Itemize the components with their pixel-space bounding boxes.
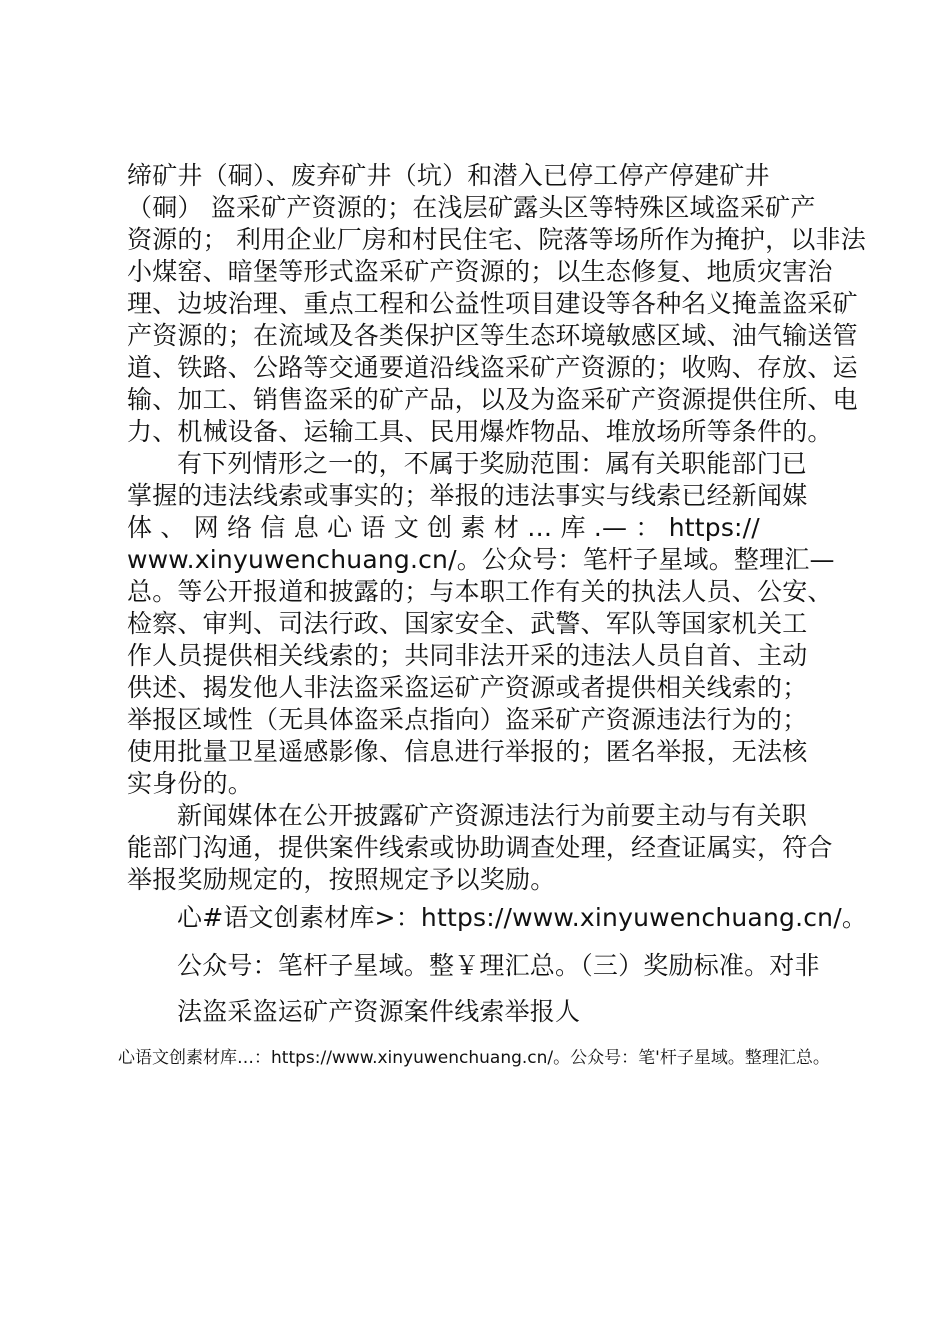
paragraph-first-line: 新闻媒体在公开披露矿产资源违法行为前要主动与有关职 [177, 801, 808, 830]
page-footer: 心语文创素材库…：https://www.xinyuwenchuang.cn/。公众号：笔'杆子星域。整理汇总。 [118, 1048, 830, 1068]
text-line: 使用批量卫星遥感影像、信息进行举报的；匿名举报，无法核 [127, 737, 808, 766]
text-line: 缔矿井（硐）、废弃矿井（坑）和潜入已停工停产停建矿井 [127, 161, 770, 190]
text-line: 道、铁路、公路等交通要道沿线盗采矿产资源的；收购、存放、运 [127, 353, 858, 382]
text-line: 作人员提供相关线索的；共同非法开采的违法人员自首、主动 [127, 641, 808, 670]
watermark-source-line: 心#语文创素材库>：https://www.xinyuwenchuang.cn/。 [177, 903, 868, 932]
text-line: 小煤窑、暗堡等形式盗采矿产资源的；以生态修复、地质灾害治 [127, 257, 833, 286]
text-line: 理、边坡治理、重点工程和公益性项目建设等各种名义掩盖盗采矿 [127, 289, 858, 318]
text-line: （硐） 盗采矿产资源的；在浅层矿露头区等特殊区域盗采矿产 [127, 193, 816, 222]
paragraph-first-line: 有下列情形之一的，不属于奖励范围：属有关职能部门已 [177, 449, 808, 478]
text-line: www.xinyuwenchuang.cn/。公众号：笔杆子星域。整理汇— [127, 545, 835, 574]
text-line: 举报奖励规定的，按照规定予以奖励。 [127, 865, 556, 894]
text-line: 掌握的违法线索或事实的；举报的违法事实与线索已经新闻媒 [127, 481, 808, 510]
text-line: 实身份的。 [127, 769, 254, 798]
text-line: 举报区域性（无具体盗采点指向）盗采矿产资源违法行为的； [127, 705, 808, 734]
text-line: 资源的； 利用企业厂房和村民住宅、院落等场所作为掩护，以非法 [127, 225, 866, 254]
text-line: 能部门沟通，提供案件线索或协助调查处理，经查证属实，符合 [127, 833, 833, 862]
text-line: 体 、 网 络 信 息 心 语 文 创 素 材 … 库 .— ： https:// [127, 513, 760, 542]
text-line: 检察、审判、司法行政、国家安全、武警、军队等国家机关工 [127, 609, 808, 638]
text-line: 力、机械设备、运输工具、民用爆炸物品、堆放场所等条件的。 [127, 417, 833, 446]
text-line: 法盗采盗运矿产资源案件线索举报人 [177, 997, 581, 1026]
text-line: 供述、揭发他人非法盗采盗运矿产资源或者提供相关线索的； [127, 673, 808, 702]
text-line: 总。等公开报道和披露的；与本职工作有关的执法人员、公安、 [127, 577, 833, 606]
text-line: 公众号：笔杆子星域。整￥理汇总。（三）奖励标准。对非 [177, 951, 820, 980]
text-line: 输、加工、销售盗采的矿产品，以及为盗采矿产资源提供住所、电 [127, 385, 858, 414]
text-line: 产资源的；在流域及各类保护区等生态环境敏感区域、油气输送管 [127, 321, 858, 350]
